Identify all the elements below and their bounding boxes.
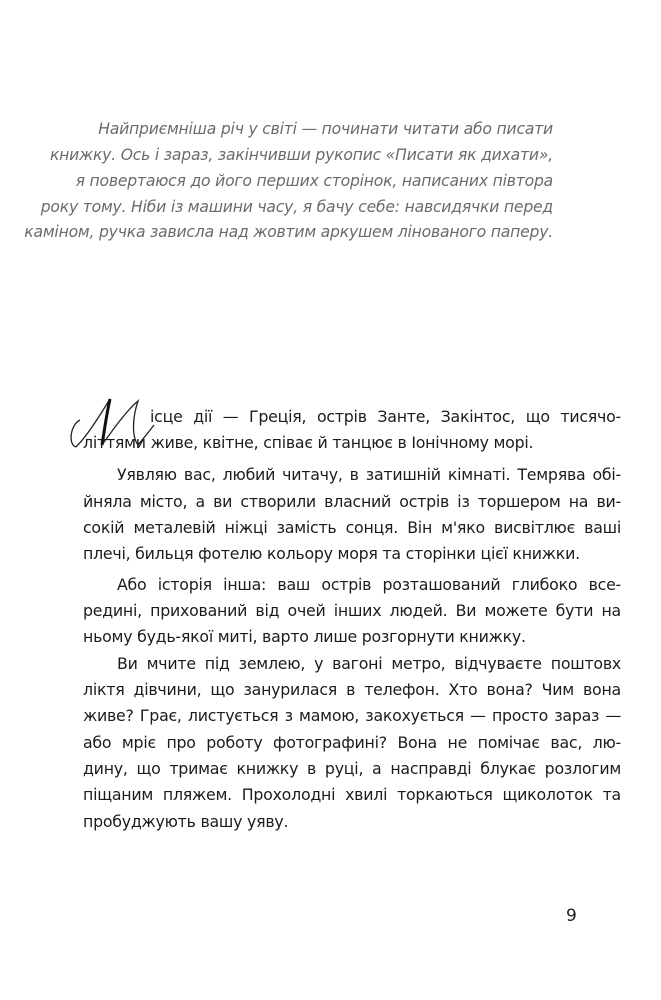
body-line: редині, прихований від очей інших людей. Ви можете бути на xyxy=(83,601,621,620)
epigraph-line: я повертаюся до його перших сторінок, написаних півтора xyxy=(75,172,553,190)
epigraph-line: Найприємніша річ у світі — починати читати або писати xyxy=(98,120,553,138)
epigraph-line: року тому. Ніби із машини часу, я бачу себе: навсидячки перед xyxy=(40,198,553,216)
body-line: Або історія інша: ваш острів розташований глибоко все- xyxy=(117,575,621,594)
body-line: живе? Грає, листується з мамою, закохується — просто зараз — xyxy=(83,706,621,725)
body-line: ліктя дівчини, що занурилася в телефон. Хто вона? Чим вона xyxy=(83,680,621,699)
body-line: пробуджують вашу уяву. xyxy=(83,812,289,831)
body-line: плечі, бильця фотелю кольору моря та сторінки цієї книжки. xyxy=(83,544,580,563)
body-line: або мріє про роботу фотографині? Вона не помічає вас, лю- xyxy=(83,733,621,752)
body-line: сокій металевій ніжці замість сонця. Він м'яко висвітлює ваші xyxy=(83,518,621,537)
epigraph-line: книжку. Ось і зараз, закінчивши рукопис «Писати як дихати», xyxy=(49,146,553,164)
body-line: дину, що тримає книжку в руці, а насправді блукає розлогим xyxy=(83,759,621,778)
epigraph-line: каміном, ручка зависла над жовтим аркушем лінованого паперу. xyxy=(24,223,553,241)
body-line: піщаним пляжем. Прохолодні хвилі торкаються щиколоток та xyxy=(83,785,621,804)
body-line: йняла місто, а ви створили власний острів із торшером на ви- xyxy=(83,492,621,511)
body-line: ньому будь-якої миті, варто лише розгорнути книжку. xyxy=(83,627,526,646)
page-number: 9 xyxy=(566,906,577,926)
body-line: Ви мчите під землею, у вагоні метро, відчуваєте поштовх xyxy=(117,654,621,673)
body-line: літтями живе, квітне, співає й танцює в Іонічному морі. xyxy=(83,433,534,452)
body-line: Уявляю вас, любий читачу, в затишній кімнаті. Темрява обі- xyxy=(117,465,621,484)
body-line: ісце дії — Греція, острів Занте, Закінтос, що тисячо- xyxy=(150,407,621,426)
